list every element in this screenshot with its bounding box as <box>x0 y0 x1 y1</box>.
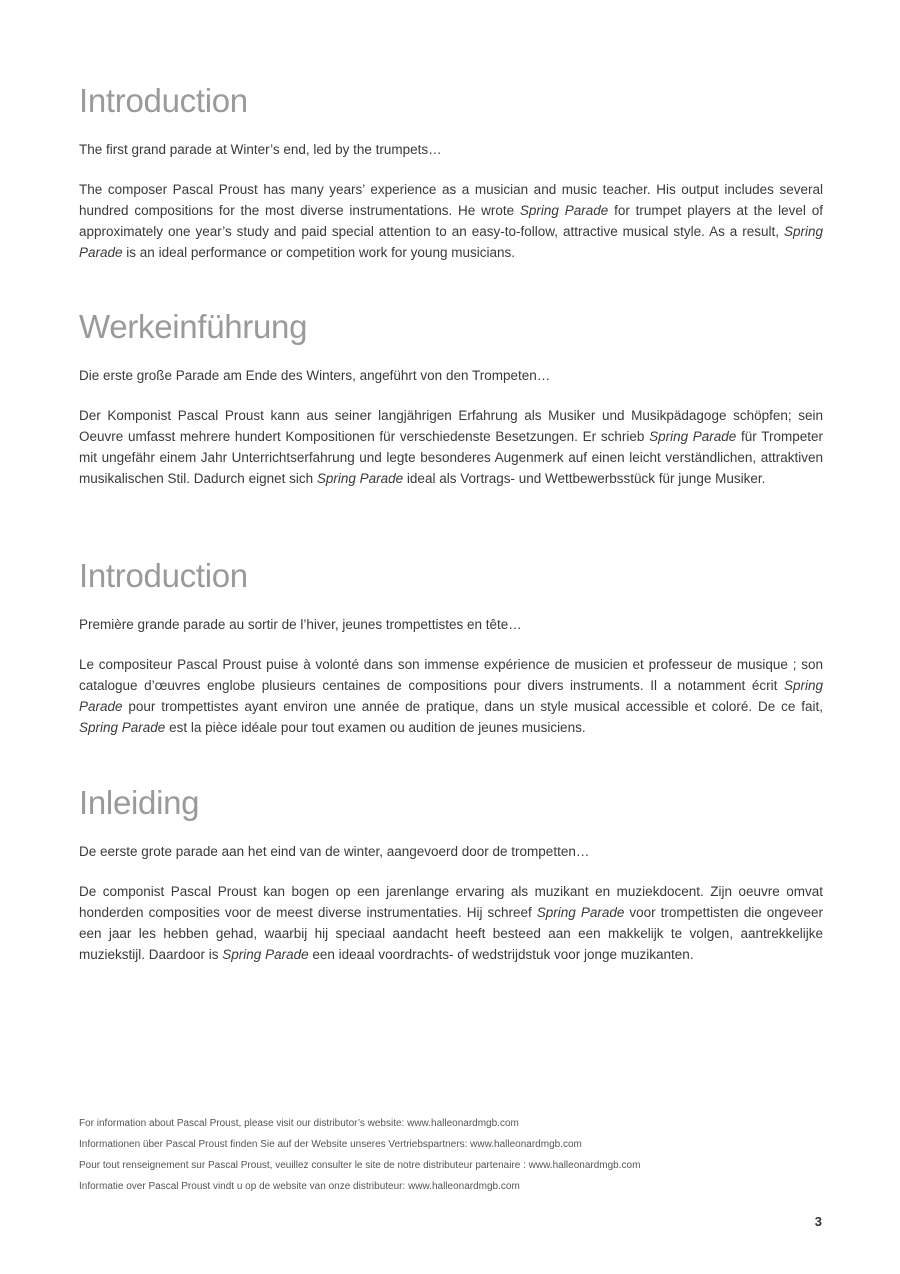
body-text: een ideaal voordrachts- of wedstrijdstuk voor jonge muzikanten. <box>308 947 694 962</box>
body-text: for trumpet players at the level of approximately one year’s study and paid special attention to an easy-to-follow, attractive musical style. As a result, <box>79 203 823 239</box>
footer-notes <box>79 1113 839 1197</box>
body-text: De componist Pascal Proust kan bogen op een jarenlange ervaring als muzikant en muziekdocent. Zijn oeuvre omvat honderden composities voor de meest diverse instrumentaties. Hij schreef <box>79 884 823 920</box>
section-lead: De eerste grote parade aan het eind van de winter, aangevoerd door de trompetten… <box>79 844 590 859</box>
section-french <box>79 557 823 738</box>
section-heading: Werkeinführung <box>79 308 308 345</box>
work-title: Spring Parade <box>79 720 166 735</box>
footer-note-dutch: Informatie over Pascal Proust vindt u op de website van onze distributeur: www.halleonardmgb.com <box>79 1181 520 1192</box>
section-body <box>79 654 823 738</box>
section-lead: Die erste große Parade am Ende des Winters, angeführt von den Trompeten… <box>79 368 551 383</box>
footer-note-french: Pour tout renseignement sur Pascal Proust, veuillez consulter le site de notre distributeur partenaire : www.halleonardmgb.com <box>79 1160 641 1171</box>
body-text: pour trompettistes ayant environ une année de pratique, dans un style musical accessible et coloré. De ce fait, <box>122 699 823 714</box>
section-body <box>79 179 823 263</box>
section-german <box>79 308 823 489</box>
body-text: Le compositeur Pascal Proust puise à volonté dans son immense expérience de musicien et professeur de musique ; son catalogue d’œuvres englobe plusieurs centaines de compositions pour divers instruments. Il a notamment écrit <box>79 657 823 693</box>
section-body <box>79 405 823 489</box>
footer-note-german: Informationen über Pascal Proust finden Sie auf der Website unseres Vertriebspartners: www.halleonardmgb.com <box>79 1139 582 1150</box>
section-lead: Première grande parade au sortir de l’hiver, jeunes trompettistes en tête… <box>79 617 522 632</box>
body-text: est la pièce idéale pour tout examen ou audition de jeunes musiciens. <box>165 720 586 735</box>
body-text: is an ideal performance or competition work for young musicians. <box>122 245 515 260</box>
section-english <box>79 82 823 263</box>
section-lead: The first grand parade at Winter’s end, led by the trumpets… <box>79 142 442 157</box>
section-heading: Introduction <box>79 557 248 594</box>
page-number: 3 <box>814 1214 822 1229</box>
section-heading: Introduction <box>79 82 248 119</box>
section-heading: Inleiding <box>79 784 200 821</box>
body-text: für Trompeter mit ungefähr einem Jahr Unterrichtserfahrung und legte besonderes Augenmerk auf einen leicht verständlichen, attraktiven musikalischen Stil. Dadurch eignet sich <box>79 429 824 486</box>
section-dutch <box>79 784 823 965</box>
work-title: Spring Parade <box>79 224 823 260</box>
work-title: Spring Parade <box>79 678 823 714</box>
work-title: Spring Parade <box>536 905 625 920</box>
work-title: Spring Parade <box>519 203 609 218</box>
footer-note-english: For information about Pascal Proust, please visit our distributor’s website: www.halleonardmgb.com <box>79 1118 519 1129</box>
body-text: The composer Pascal Proust has many years’ experience as a musician and music teacher. His output includes several hundred compositions for the most diverse instrumentations. He wrote <box>79 182 823 218</box>
body-text: voor trompettisten die ongeveer een jaar les hebben gehad, waarbij hij speciaal aandacht heeft besteed aan een makkelijk te volgen, aantrekkelijke muziekstijl. Daardoor is <box>79 905 824 962</box>
body-text: Der Komponist Pascal Proust kann aus seiner langjährigen Erfahrung als Musiker und Musikpädagoge schöpfen; sein Oeuvre umfasst mehrere hundert Kompositionen für verschiedenste Besetzungen. Er schrieb <box>79 408 823 444</box>
body-text: ideal als Vortrags- und Wettbewerbsstück für junge Musiker. <box>403 471 766 486</box>
section-body <box>79 881 823 965</box>
work-title: Spring Parade <box>649 429 737 444</box>
work-title: Spring Parade <box>222 947 309 962</box>
work-title: Spring Parade <box>316 471 404 486</box>
